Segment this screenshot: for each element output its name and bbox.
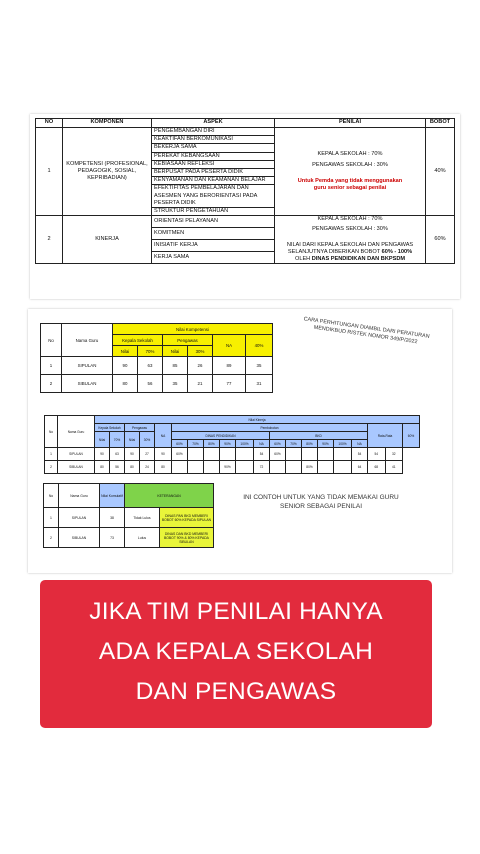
row-no: 1: [36, 128, 63, 216]
bobot-cell: 60%: [426, 216, 455, 264]
aspek-cell: EFEKTIFITAS PEMBELAJARAN DAN ASESMEN YANG BERORIENTASI PADA PESERTA DIDIK: [152, 185, 275, 208]
cell: 73: [100, 528, 125, 548]
cell: 72: [254, 461, 270, 474]
cell: 32: [385, 448, 403, 461]
header-na: NA: [213, 335, 246, 357]
cell: 2: [44, 528, 59, 548]
cell: [236, 448, 254, 461]
pct-header: 100%: [236, 440, 254, 448]
cell: 56: [110, 461, 125, 474]
caption-banner: [40, 580, 432, 728]
table-row: [45, 461, 420, 474]
penilai-kepala: KEPALA SEKOLAH : 70%: [317, 150, 383, 157]
cell: 80: [113, 375, 138, 393]
penilai-pengawas: PENGAWAS SEKOLAH : 30%: [312, 161, 388, 168]
aspek-cell: STRUKTUR PENGETAHUAN: [152, 208, 275, 216]
aspek-cell: PENGEMBANGAN DIRI: [152, 128, 275, 136]
cell: 68: [368, 461, 386, 474]
table-row: [44, 508, 214, 528]
cell: [204, 448, 220, 461]
cell: 60%: [172, 448, 188, 461]
header-nama: Nama Guru: [58, 416, 95, 448]
header-no: No: [41, 324, 62, 357]
penilai-oleh: OLEH DINAS PENDIDIKAN DAN BKPSDM: [294, 256, 406, 263]
cell: [236, 461, 254, 474]
regulation-note: CARA PERHITUNGAN DIAMBIL DARI PERATURAN MENDIKBUD RISTEK NOMOR 349/P/2022: [303, 316, 430, 346]
cell: 63: [110, 448, 125, 461]
header-rata: Rata-Rata: [368, 424, 403, 448]
table-row: [45, 448, 420, 461]
pct-header: 80%: [302, 440, 318, 448]
penilai-bobot-note: NILAI DARI KEPALA SEKOLAH DAN PENGAWAS SELANJUTNYA DIBERIKAN BOBOT 60% - 100%: [286, 241, 414, 255]
cell: [286, 461, 302, 474]
cell: 27: [140, 448, 155, 461]
cell: [302, 448, 318, 461]
header-bkd: BKD: [270, 432, 368, 440]
aspek-cell: KENYAMANAN DAN KEAMANAN BELAJAR: [152, 177, 275, 185]
header-nilai-kinerja: Nilai Kinerja: [95, 416, 420, 424]
cell: 54: [368, 448, 386, 461]
status-cell: Tidak Lulus: [125, 508, 160, 528]
cell: [204, 461, 220, 474]
cell: 80%: [302, 461, 318, 474]
cell: 31: [246, 375, 273, 393]
cell: [220, 448, 236, 461]
table-row: [44, 528, 214, 548]
cell: SIPULAN: [59, 508, 100, 528]
cell: 54: [352, 448, 368, 461]
header-nilai: Nilai: [163, 346, 188, 357]
cell: 1: [45, 448, 58, 461]
table-row: [41, 357, 273, 375]
penilai-kepala: KEPALA SEKOLAH : 70%: [317, 216, 383, 223]
header-kepala-sekolah: Kepala Sekolah: [113, 335, 163, 346]
pct-header: 60%: [172, 440, 188, 448]
cell: SIPULAN: [58, 448, 95, 461]
status-cell: Lulus: [125, 528, 160, 548]
cell: 90: [125, 448, 140, 461]
keterangan-cell: DINAS PAN BKD MEMBERI BOBOT 60% KEPADA SIPULAN: [159, 508, 213, 528]
calculation-panel: [28, 309, 452, 573]
header-nilai: Nilai: [95, 432, 110, 448]
pct-header: 70%: [188, 440, 204, 448]
aspek-cell: BEKERJA SAMA: [152, 144, 275, 152]
pct-header: 90%: [318, 440, 334, 448]
cell: 35: [163, 375, 188, 393]
penilai-pengawas: PENGAWAS SEKOLAH : 30%: [312, 226, 388, 233]
cell: SIBULAN: [59, 528, 100, 548]
aspek-cell: KERJA SAMA: [152, 252, 275, 264]
cell: 89: [213, 357, 246, 375]
row-komponen: KOMPETENSI (PROFESIONAL, PEDAGOGIK, SOSIAL, KEPRIBADIAN): [63, 128, 152, 216]
cell: [172, 461, 188, 474]
cell: 1: [44, 508, 59, 528]
cell: 41: [385, 461, 403, 474]
banner-line-2: ADA KEPALA SEKOLAH: [98, 638, 374, 665]
header-keterangan: KETERANGAN: [125, 484, 214, 508]
pct-header: 90%: [220, 440, 236, 448]
pct-header: 80%: [204, 440, 220, 448]
row-komponen: KINERJA: [63, 216, 152, 264]
cell: [334, 448, 352, 461]
cell: SIBULAN: [58, 461, 95, 474]
header-no: No: [45, 416, 58, 448]
header-aspek: ASPEK: [152, 119, 275, 128]
cell: 1: [41, 357, 62, 375]
cell: 80: [125, 461, 140, 474]
cell: 85: [163, 357, 188, 375]
cell: 26: [188, 357, 213, 375]
cell: 60%: [270, 448, 286, 461]
aspek-cell: KEAKTIFAN BERKOMUNIKASI: [152, 136, 275, 144]
cell: 35: [246, 357, 273, 375]
header-dinas: DINAS PENDIDIKAN: [172, 432, 270, 440]
cell: 90: [155, 448, 172, 461]
table-row: [36, 128, 455, 136]
cell: 80: [155, 461, 172, 474]
criteria-table-panel: [30, 114, 460, 299]
aspek-cell: PEREKAT KEBANGSAAN: [152, 152, 275, 160]
aspek-cell: KEBIASAAN REFLEKSI: [152, 160, 275, 168]
kinerja-table: [44, 415, 420, 474]
banner-line-3: DAN PENGAWAS: [135, 678, 337, 705]
cell: [318, 461, 334, 474]
header-pembobotan: Pembobotan: [172, 424, 368, 432]
pct-header: 70%: [286, 440, 302, 448]
header-30: 30%: [140, 432, 155, 448]
cell: [270, 461, 286, 474]
header-no: No: [44, 484, 59, 508]
header-60: 60%: [403, 424, 420, 448]
pct-header: NA: [254, 440, 270, 448]
penilai-note: Untuk Pemda yang tidak menggunakan guru senior sebagai penilai: [297, 178, 403, 192]
header-nilai: Nilai: [125, 432, 140, 448]
pct-header: 100%: [334, 440, 352, 448]
header-bobot: BOBOT: [426, 119, 455, 128]
cell: 24: [140, 461, 155, 474]
pct-header: NA: [352, 440, 368, 448]
cell: 80: [95, 461, 110, 474]
cell: SIPULAN: [62, 357, 113, 375]
bobot-cell: 40%: [426, 128, 455, 216]
cell: 56: [138, 375, 163, 393]
cell: 2: [41, 375, 62, 393]
header-30: 30%: [188, 346, 213, 357]
header-no: NO: [36, 119, 63, 128]
criteria-header-row: [36, 119, 455, 128]
cell: [334, 461, 352, 474]
header-nama: Nama Guru: [59, 484, 100, 508]
cell: 90: [113, 357, 138, 375]
cell: 63: [138, 357, 163, 375]
cell: 77: [213, 375, 246, 393]
penilai-cell: [275, 128, 426, 216]
criteria-table: [35, 118, 455, 264]
keterangan-cell: DINAS DAN BKD MEMBERI BOBOT 90% & 80% KEPADA SIBULAN: [159, 528, 213, 548]
header-pengawas: Pengawas: [125, 424, 155, 432]
header-40: 40%: [246, 335, 273, 357]
cell: 38: [100, 508, 125, 528]
cell: [188, 448, 204, 461]
cell: [188, 461, 204, 474]
aspek-cell: ORIENTASI PELAYANAN: [152, 216, 275, 228]
result-table: [43, 483, 214, 548]
pct-header: 60%: [270, 440, 286, 448]
header-nama: Nama Guru: [62, 324, 113, 357]
header-nilai-komulatif: Nilai Komulatif: [100, 484, 125, 508]
header-kepala-sekolah: Kepala Sekolah: [95, 424, 125, 432]
table-row: [36, 216, 455, 228]
header-komponen: KOMPONEN: [63, 119, 152, 128]
cell: 2: [45, 461, 58, 474]
penilai-cell: [275, 216, 426, 264]
cell: 54: [254, 448, 270, 461]
banner-line-1: JIKA TIM PENILAI HANYA: [89, 598, 383, 625]
header-nilai: Nilai: [113, 346, 138, 357]
row-no: 2: [36, 216, 63, 264]
cell: [286, 448, 302, 461]
example-note: INI CONTOH UNTUK YANG TIDAK MEMAKAI GURU SENIOR SEBAGAI PENILAI: [243, 494, 399, 510]
aspek-cell: BERPUSAT PADA PESERTA DIDIK: [152, 169, 275, 177]
header-70: 70%: [138, 346, 163, 357]
header-pengawas: Pengawas: [163, 335, 213, 346]
header-na: NA: [155, 424, 172, 448]
header-nilai-kompetensi: Nilai Kompetensi: [113, 324, 273, 335]
kompetensi-table: [40, 323, 273, 393]
cell: SIBULAN: [62, 375, 113, 393]
cell: 64: [352, 461, 368, 474]
cell: 90: [95, 448, 110, 461]
cell: 21: [188, 375, 213, 393]
table-row: [41, 375, 273, 393]
aspek-cell: INISIATIF KERJA: [152, 240, 275, 252]
aspek-cell: KOMITMEN: [152, 228, 275, 240]
header-penilai: PENILAI: [275, 119, 426, 128]
header-70: 70%: [110, 432, 125, 448]
cell: 90%: [220, 461, 236, 474]
cell: [318, 448, 334, 461]
